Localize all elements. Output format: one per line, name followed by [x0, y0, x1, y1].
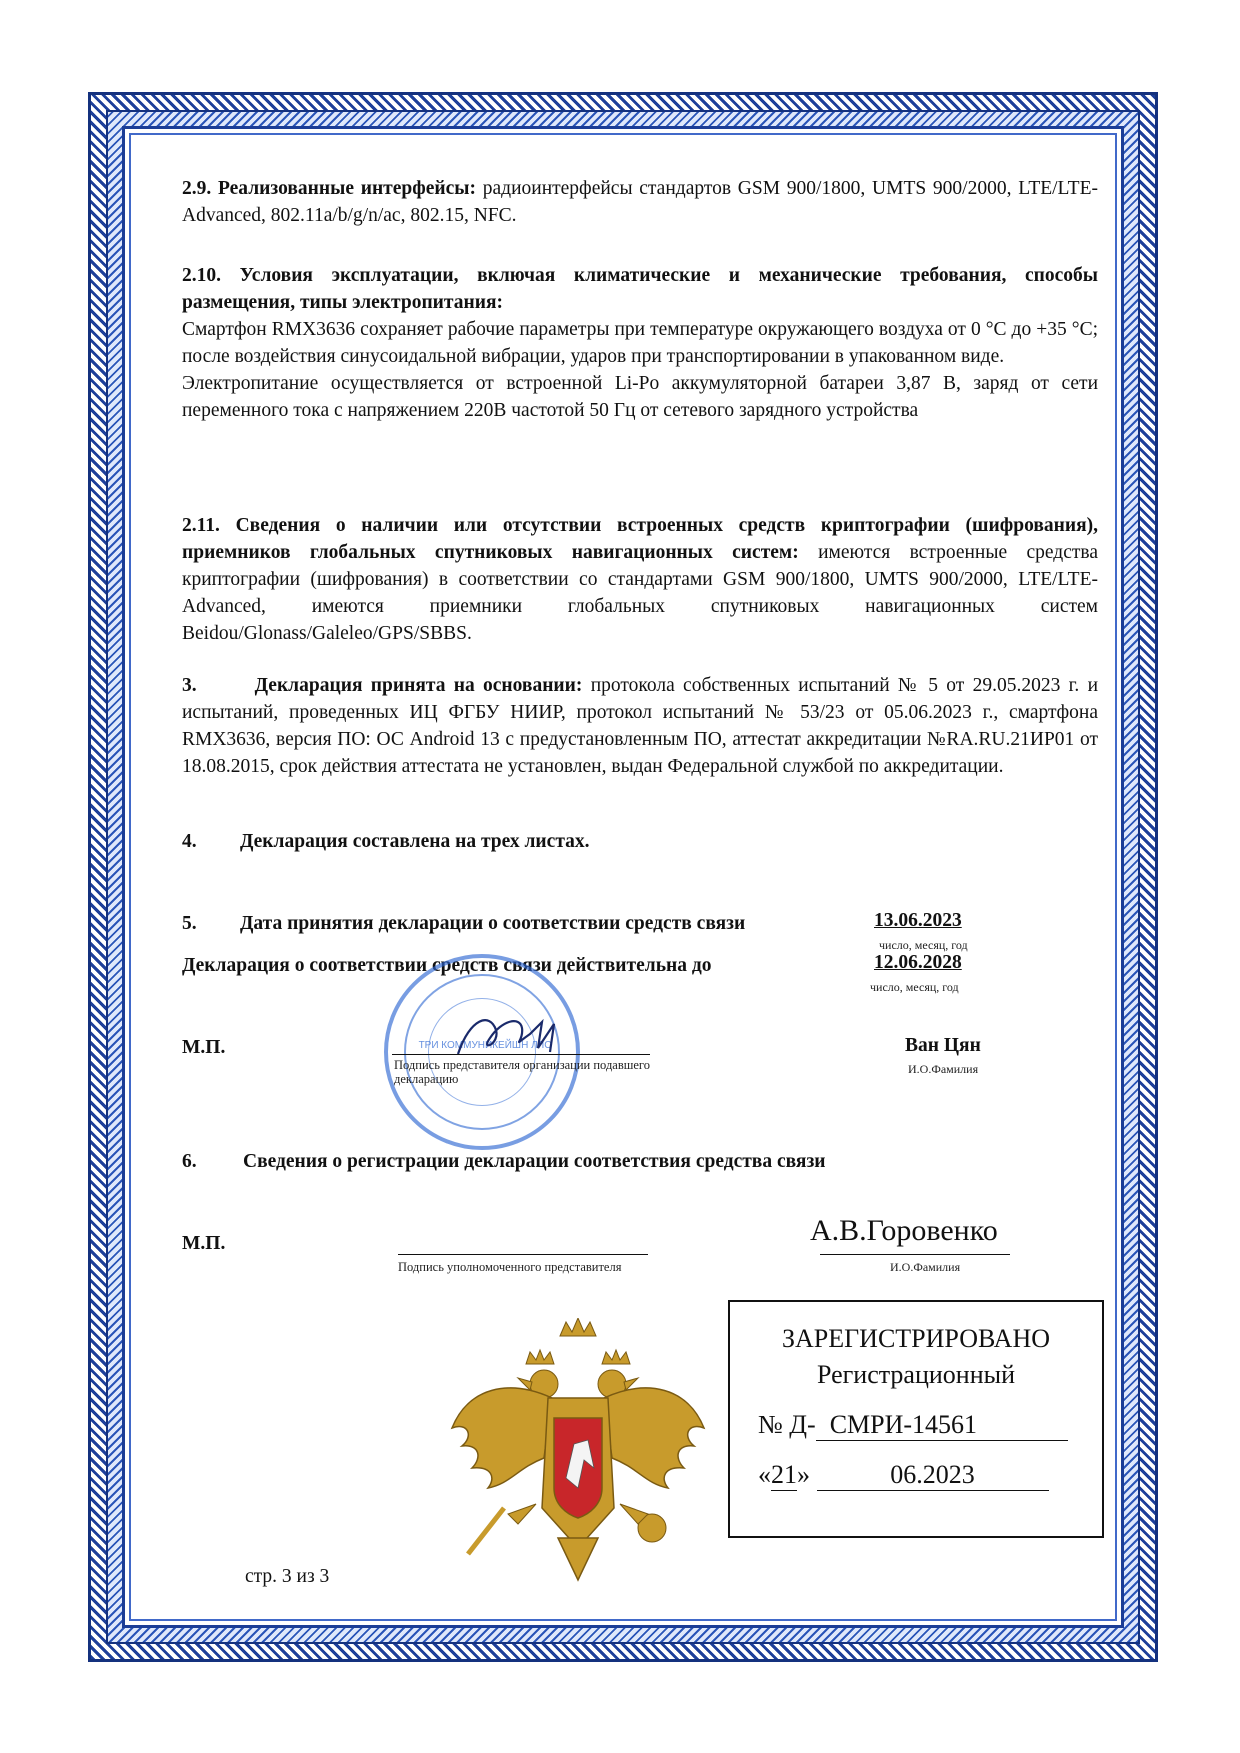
declaration-date-value: 13.06.2023: [874, 910, 962, 931]
section-2-11: [182, 512, 1098, 647]
signature-hint-1: Подпись представителя организации подавшего декларацию: [394, 1058, 650, 1086]
section-6-text: Сведения о регистрации декларации соответствия средства связи: [243, 1151, 826, 1172]
seal-text: ТРИ КОММУНИКЕЙШН ЛЛС: [418, 1040, 552, 1051]
section-6-number: 6.: [182, 1151, 197, 1172]
section-3-heading: Декларация принята на основании:: [254, 675, 583, 696]
registrar-name-hint: И.О.Фамилия: [890, 1260, 961, 1274]
signature-hint-2: Подпись уполномоченного представителя: [398, 1260, 622, 1274]
page-number: стр. 3 из 3: [245, 1566, 330, 1587]
section-3: [182, 672, 1098, 780]
registration-month-year: 06.2023: [817, 1460, 1049, 1491]
registrar-name-line: [820, 1254, 1010, 1255]
signature-line-2: [398, 1254, 648, 1255]
section-2-9-heading: 2.9. Реализованные интерфейсы:: [182, 178, 477, 199]
declaration-date-hint: число, месяц, год: [879, 938, 968, 952]
section-5-number: 5.: [182, 913, 197, 934]
section-2-10-paragraph-2: Электропитание осуществляется от встроенной Li-Po аккумуляторной батареи 3,87 В, заряд от сети переменного тока с напряжением 220В частотой 50 Гц от сетевого зарядного устройства: [182, 373, 1098, 421]
section-2-10-paragraph-1: Смартфон RMX3636 сохраняет рабочие параметры при температуре окружающего воздуха от 0 °С до +35 °С; после воздействия синусоидальной вибрации, ударов при транспортировании в упакованном виде.: [182, 319, 1098, 367]
stamp-place-label-1: М.П.: [182, 1037, 226, 1058]
registration-subtitle: Регистрационный: [816, 1360, 1016, 1389]
registration-day: 21: [771, 1460, 797, 1489]
section-2-11-text: имеются встроенные средства криптографии (шифрования) в соответствии со стандартами GSM 900/1800, UMTS 900/2000, LTE/LTE-Advanced, имеются приемники глобальных спутниковых навигационных систем Beidou/Glonass/Galeleo/GPS/SBBS.: [182, 542, 1098, 644]
section-4-text: Декларация составлена на трех листах.: [240, 831, 590, 852]
section-2-9: [182, 175, 1098, 229]
section-2-11-heading: 2.11. Сведения о наличии или отсутствии встроенных средств криптографии (шифрования), приемников глобальных спутниковых навигационных систем:: [182, 515, 1098, 563]
section-2-9-text: радиоинтерфейсы стандартов GSM 900/1800, UMTS 900/2000, LTE/LTE-Advanced, 802.11a/b/g/n/ac, 802.15, NFC.: [182, 178, 1098, 226]
representative-name-hint: И.О.Фамилия: [908, 1062, 979, 1076]
signature-line-1: [392, 1054, 650, 1055]
russian-coat-of-arms-emblem: [448, 1318, 708, 1588]
section-2-10: [182, 262, 1098, 424]
registration-stamp-box: [728, 1300, 1104, 1538]
registration-number-value: СМРИ-14561: [816, 1410, 1068, 1441]
registration-number-prefix: № Д-: [758, 1410, 816, 1439]
declaration-date-label: Дата принятия декларации о соответствии средств связи: [240, 913, 746, 934]
section-4: [182, 830, 590, 854]
section-4-number: 4.: [182, 831, 197, 852]
section-3-text: протокола собственных испытаний № 5 от 29.05.2023 г. и испытаний, проведенных ИЦ ФГБУ НИИР, протокол испытаний № 53/23 от 05.06.2023 г., смартфона RMX3636, версия ПО: ОС Android 13 с предустановленным ПО, аттестат аккредитации №RA.RU.21ИР01 от 18.08.2015, срок действия аттестата не установлен, выдан Федеральной службой по аккредитации.: [182, 675, 1099, 777]
registration-title: ЗАРЕГИСТРИРОВАНО: [782, 1324, 1050, 1353]
validity-date-value: 12.06.2028: [874, 952, 962, 973]
registration-date: «21» 06.2023: [758, 1460, 1049, 1491]
registration-number: [758, 1410, 1068, 1441]
section-2-10-heading: 2.10. Условия эксплуатации, включая климатические и механические требования, способы размещения, типы электропитания:: [182, 265, 1098, 313]
registrar-name: А.В.Горовенко: [810, 1214, 998, 1247]
section-3-number: 3.: [182, 675, 197, 696]
representative-name: Ван Цян: [905, 1035, 981, 1056]
stamp-place-label-2: М.П.: [182, 1233, 226, 1254]
validity-label: Декларация о соответствии средств связи действительна до: [182, 955, 712, 976]
validity-date-hint: число, месяц, год: [870, 980, 959, 994]
